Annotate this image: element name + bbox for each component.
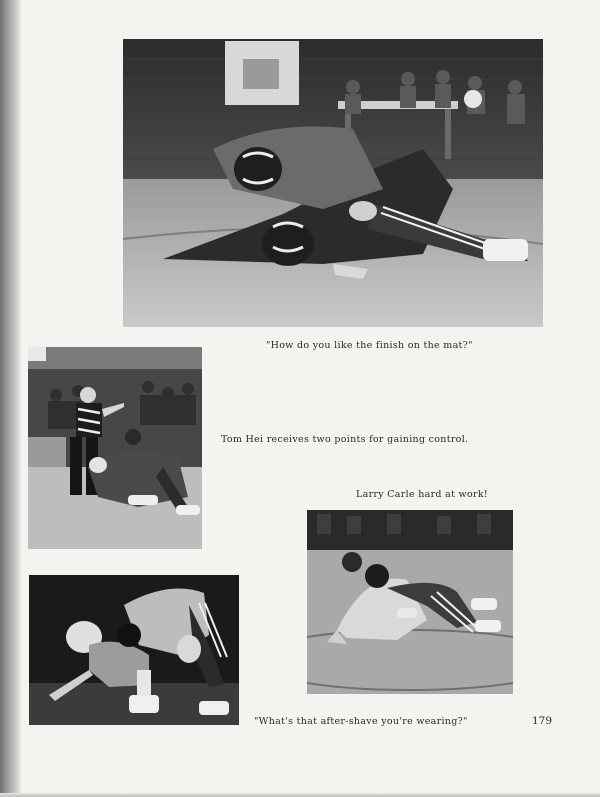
photo-after-shave xyxy=(29,575,239,725)
photo-referee-two-points xyxy=(28,347,202,549)
caption-middle-left: Tom Hei receives two points for gaining control. xyxy=(221,434,469,445)
photo-middle-left-image xyxy=(28,347,202,549)
book-spine-shadow xyxy=(0,0,22,797)
photo-middle-right-image xyxy=(307,510,513,694)
caption-top-photo: "How do you like the finish on the mat?" xyxy=(266,340,473,351)
photo-top-image xyxy=(123,39,543,327)
photo-bottom-left-image xyxy=(29,575,239,725)
caption-middle-right: Larry Carle hard at work! xyxy=(356,489,488,500)
photo-larry-carle xyxy=(307,510,513,694)
page-number: 179 xyxy=(532,715,553,727)
photo-top-wrestlers xyxy=(123,39,543,327)
page-bottom-edge xyxy=(0,793,600,797)
caption-bottom: "What's that after-shave you're wearing?" xyxy=(254,716,468,727)
